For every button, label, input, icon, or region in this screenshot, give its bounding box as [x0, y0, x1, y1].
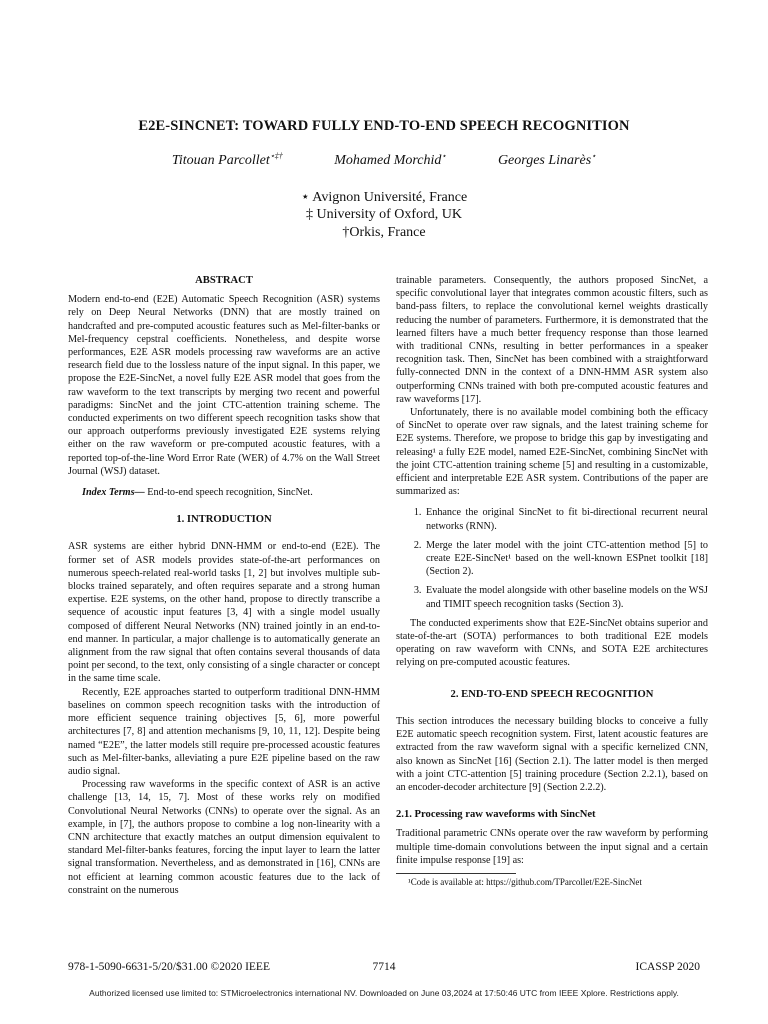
- abstract-text: Modern end-to-end (E2E) Automatic Speech Recognition (ASR) systems rely on Deep Neural Networks (DNN) that are mostly trained on handcrafted and pre-computed acoustic features such as Mel-filter-banks or Mel-frequency cepstral coefficients. Nonetheless, and despite worse performances, E2E ASR models processing raw waveforms are an active research field due to the lossless nature of the input signal. In this paper, we propose the E2E-SincNet, a novel fully E2E ASR model that goes from the raw waveform to the text transcripts by merging two recent and powerful paradigms: SincNet and the joint CTC-attention training scheme. The conducted experiments on two different speech recognition tasks show that our approach outperforms previously investigated E2E systems relying either on the raw waveform or pre-computed acoustic features, with a reported top-of-the-line Word Error Rate (WER) of 4.7% on the Wall Street Journal (WSJ) dataset.: [68, 294, 380, 477]
- footer-page-number: 7714: [372, 961, 396, 973]
- license-notice: Authorized licensed use limited to: STMicroelectronics international NV. Downloaded on June 03,2024 at 17:50:46 UTC from IEEE Xplore. Restrictions apply.: [89, 988, 679, 998]
- footnote-rule: [396, 873, 516, 874]
- author-list: [0, 153, 768, 169]
- index-terms: [68, 486, 380, 499]
- section-2-heading: 2. END-TO-END SPEECH RECOGNITION: [450, 688, 654, 700]
- affiliation-avignon: ⋆ Avignon Université, France: [300, 190, 468, 205]
- author-mark: ⋆‡†: [269, 151, 283, 161]
- intro-paragraph: Processing raw waveforms in the specific context of ASR is an active challenge [13, 14, 15, 7]. Most of these works rely on modified Convolutional Neural Networks (CNNs) to operate over the signal. As an example, in [7], the authors propose to combine a log non-linearity with a CNN architecture that exactly matches an output dimension equivalent to standard Mel-filter-banks features, forcing the input layer to learn the latter signal transformation. Nevertheless, and as demonstrated in [16], CNNs are not efficient at learning common acoustic features due to the lack of constraint on the numerous: [68, 779, 380, 896]
- index-terms-text: End-to-end speech recognition, SincNet.: [144, 487, 313, 499]
- right-column: [396, 274, 708, 888]
- list-item: 2. Merge the later model with the joint CTC-attention method [5] to create E2E-SincNet¹ based on the well-known ESPnet toolkit [18] (Section 2).: [424, 539, 708, 579]
- paper-title: E2E-SINCNET: TOWARD FULLY END-TO-END SPEECH RECOGNITION: [138, 118, 630, 134]
- abstract-heading: ABSTRACT: [195, 275, 253, 286]
- author: Georges Linarès⋆: [497, 151, 597, 168]
- affiliation-oxford: ‡ University of Oxford, UK: [306, 207, 462, 222]
- footer-venue: ICASSP 2020: [635, 961, 700, 973]
- body-paragraph: The conducted experiments show that E2E-SincNet obtains superior and state-of-the-art (SOTA) performances to both traditional E2E models operating on raw waveform with CNNs, and SOTA E2E architectures relying on pre-computed acoustic features.: [396, 617, 708, 669]
- list-item: 1. Enhance the original SincNet to fit bi-directional recurrent neural networks (RNN).: [424, 506, 708, 532]
- list-item: 3. Evaluate the model alongside with other baseline models on the WSJ and TIMIT speech recognition tasks (Section 3).: [424, 584, 708, 610]
- intro-paragraph: Recently, E2E approaches started to outperform traditional DNN-HMM baselines on common speech recognition tasks with the introduction of more efficient sequence training objectives [5, 6], more powerful architectures [7, 8] and attention mechanisms [9, 10, 11, 12]. Despite being named “E2E”, the latter models still require pre-processed acoustic features such as Mel-filter-banks, alleviating a pure E2E pipeline based on the raw audio signal.: [68, 686, 380, 777]
- author-mark: ⋆: [591, 151, 597, 161]
- author: Titouan Parcollet⋆‡†: [171, 151, 283, 168]
- section-2-1-heading: 2.1. Processing raw waveforms with SincNet: [396, 809, 596, 821]
- body-paragraph: This section introduces the necessary building blocks to conceive a fully E2E automatic speech recognition system. First, latent acoustic features are extracted from the raw waveform signal with a specific kernelized CNN, also known as SincNet [16] (Section 2.1). The latter model is then merged with a joint CTC-attention [5] training procedure (Section 2.2.1), based on an encoder-decoder architecture [9] (Section 2.2.2).: [396, 715, 708, 793]
- affiliation-orkis: †Orkis, France: [342, 225, 426, 240]
- footnote: ¹Code is available at: https://github.com/TParcollet/E2E-SincNet: [408, 876, 642, 887]
- body-paragraph: trainable parameters. Consequently, the authors proposed SincNet, a specific convolutional layer that integrates common acoustic filters, such as band-pass filters, to replace the convolutional kernel weights drastically reducing the number of parameters. Furthermore, it is demonstrated that the learned filters have a much better frequency response than those learned with traditional CNNs, resulting in better performances in a speaker recognition task. Then, SincNet has been combined with a straightforward fully-connected DNN in the context of a DNN-HMM ASR system also outperforming CNNs trained with both pre-computed acoustic features and raw waveforms [17].: [396, 275, 708, 405]
- author: Mohamed Morchid⋆: [334, 151, 447, 168]
- author-mark: ⋆: [441, 151, 447, 161]
- index-terms-label: Index Terms—: [82, 487, 145, 499]
- body-paragraph: Traditional parametric CNNs operate over the raw waveform by performing multiple time-domain convolutions between the input signal and a certain finite impulse response [19] as:: [396, 828, 708, 866]
- intro-heading: 1. INTRODUCTION: [176, 514, 272, 526]
- intro-paragraph: ASR systems are either hybrid DNN-HMM or end-to-end (E2E). The former set of ASR models provides state-of-the-art performances on numerous speech-related real-world tasks [1, 2] but involves multiple sub-blocks trained separately, and often requires separate and a strong human expertise. E2E systems, on the other hand, propose to directly transcribe a sequence of acoustic input features [3, 4] with a single model usually composed of different Neural Networks (NN) trained jointly in an end-to-end manner. In particular, a major challenge is to automatically generate an alignment from the raw signal that often contains several thousands of data point per second, to the text, only consisting of a single character or concept in the same time scale.: [68, 541, 380, 685]
- body-paragraph: Unfortunately, there is no available model combining both the efficacy of SincNet to operate over raw signals, and the latest training scheme for E2E systems. Therefore, we propose to bridge this gap by investigating and releasing¹ a fully E2E model, named E2E-SincNet, combining SincNet with the joint CTC-attention training scheme [5] and resulting in a customizable, efficient and interpretable E2E ASR system. Contributions of the paper are summarized as:: [396, 407, 708, 498]
- left-column: [68, 274, 380, 897]
- footer-isbn: 978-1-5090-6631-5/20/$31.00 ©2020 IEEE: [68, 961, 270, 973]
- contribution-list: [396, 506, 708, 610]
